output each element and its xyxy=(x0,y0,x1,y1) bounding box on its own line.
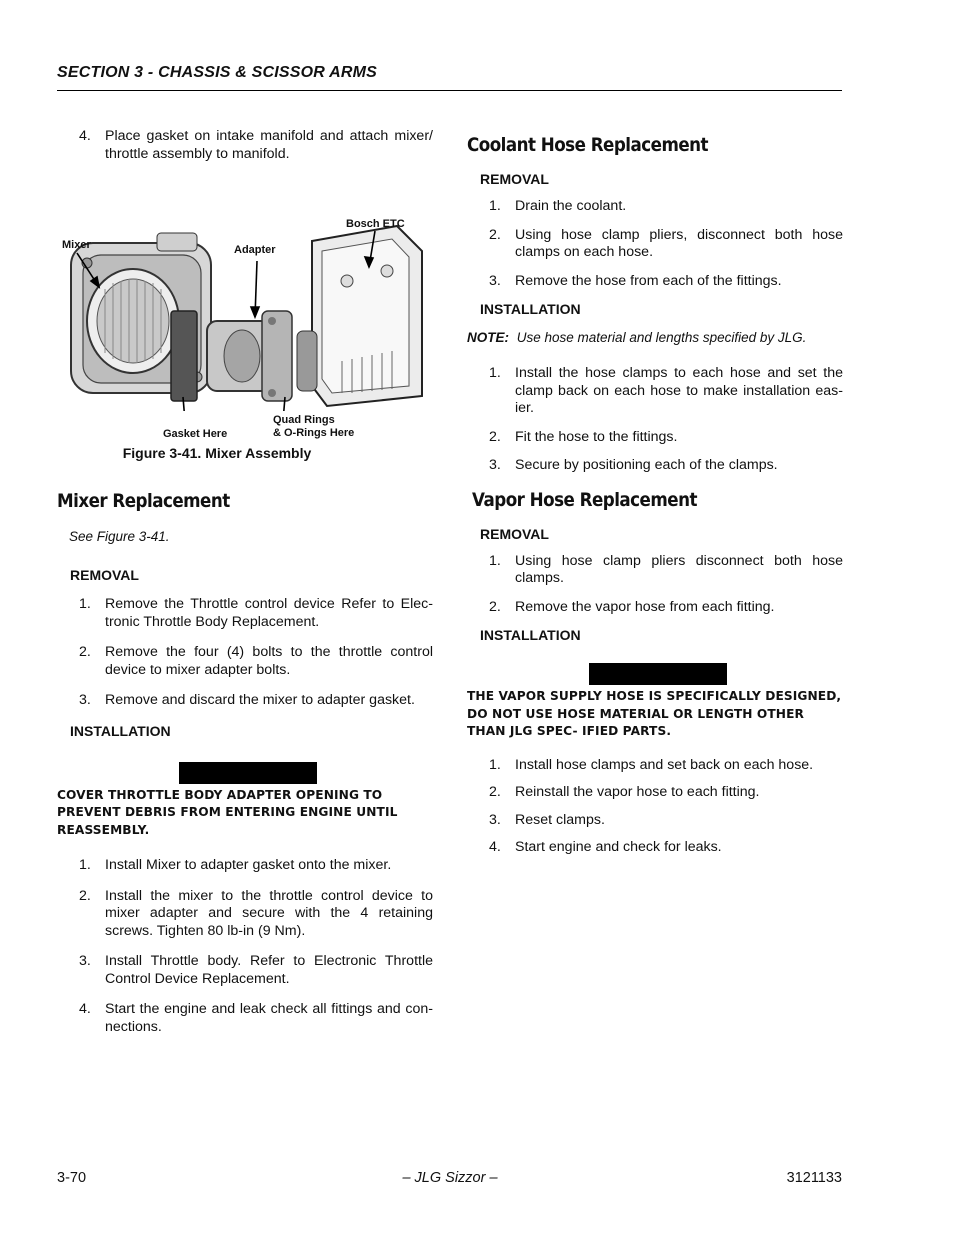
step-number: 2. xyxy=(79,644,91,660)
step-text: Install Throttle body. Refer to Electronic Throttle Control Device Replacement. xyxy=(105,953,433,987)
step-number: 1. xyxy=(79,596,91,612)
caution-banner xyxy=(589,663,727,685)
step-text: Install the hose clamps to each hose and set the clamp back on each hose to make installation eas- ier. xyxy=(515,365,843,416)
left-column xyxy=(57,128,433,1049)
list-item xyxy=(467,198,843,216)
list-item xyxy=(467,839,843,857)
list-item xyxy=(467,757,843,775)
step-number: 3. xyxy=(79,692,91,708)
list-item xyxy=(467,599,843,617)
page-number: 3-70 xyxy=(57,1170,87,1186)
list-item xyxy=(467,273,843,291)
header-rule xyxy=(57,90,842,91)
step-text: Reinstall the vapor hose to each fitting. xyxy=(515,784,760,800)
mixer-assembly-figure xyxy=(57,171,433,440)
removal-subhead: REMOVAL xyxy=(480,171,549,187)
caution-text: THE VAPOR SUPPLY HOSE IS SPECIFICALLY DESIGNED, DO NOT USE HOSE MATERIAL OR LENGTH OTHER THAN JLG SPEC- IFIED PARTS. xyxy=(467,689,842,738)
installation-subhead: INSTALLATION xyxy=(480,301,581,317)
vapor-hose-heading: Vapor Hose Replacement xyxy=(472,488,697,511)
coolant-removal-steps xyxy=(467,198,843,290)
list-item xyxy=(467,812,843,830)
note-text: Use hose material and lengths specified by JLG. xyxy=(516,330,807,345)
figure-caption: Figure 3-41. Mixer Assembly xyxy=(122,445,312,461)
list-item xyxy=(467,457,843,475)
section-header: SECTION 3 - CHASSIS & SCISSOR ARMS xyxy=(57,64,378,81)
step-text: Fit the hose to the fittings. xyxy=(515,428,678,445)
coolant-install-steps xyxy=(467,365,843,475)
list-item xyxy=(57,692,433,710)
step-number: 2. xyxy=(79,887,91,904)
step-number: 1. xyxy=(489,365,501,381)
label-bosch-etc: Bosch ETC xyxy=(346,218,405,230)
list-item xyxy=(467,365,843,418)
list-item xyxy=(467,553,843,588)
step-number: 3. xyxy=(489,457,501,473)
step-text: Install hose clamps and set back on each hose. xyxy=(515,756,814,773)
installation-subhead: INSTALLATION xyxy=(480,627,581,643)
step-text: Using hose clamp pliers disconnect both hose clamps. xyxy=(515,552,843,586)
step-text: Remove the four (4) bolts to the throttle control device to mixer adapter bolts. xyxy=(105,644,433,678)
step-number: 1. xyxy=(79,857,91,873)
list-item xyxy=(57,857,433,875)
step-text: Remove the Throttle control device Refer to Elec- tronic Throttle Body Replacement. xyxy=(105,596,433,630)
label-o-rings-here: & O-Rings Here xyxy=(273,427,355,439)
step-number: 4. xyxy=(489,839,501,855)
step-number: 3. xyxy=(489,272,501,289)
list-item xyxy=(57,953,433,988)
step-text: Install Mixer to adapter gasket onto the mixer. xyxy=(105,857,392,873)
step-text: Drain the coolant. xyxy=(515,198,627,214)
note-line xyxy=(467,330,843,345)
document-number: 3121133 xyxy=(786,1170,842,1186)
list-item xyxy=(57,888,433,941)
removal-subhead: REMOVAL xyxy=(70,567,139,583)
vapor-install-steps xyxy=(467,757,843,857)
step-number: 1. xyxy=(489,198,501,214)
list-item xyxy=(57,1001,433,1036)
step-number: 1. xyxy=(489,552,501,569)
caution-banner xyxy=(179,762,317,784)
step-number: 4. xyxy=(79,1001,91,1017)
step-text: Remove the hose from each of the fittings. xyxy=(515,272,782,289)
list-item xyxy=(467,784,843,802)
caution-text: COVER THROTTLE BODY ADAPTER OPENING TO PREVENT DEBRIS FROM ENTERING ENGINE UNTIL REASSEMBLY. xyxy=(57,787,398,837)
coolant-hose-heading: Coolant Hose Replacement xyxy=(467,134,709,156)
installation-subhead: INSTALLATION xyxy=(70,722,171,739)
intro-step xyxy=(57,128,433,163)
right-column xyxy=(467,128,843,867)
list-item xyxy=(57,644,433,679)
list-item xyxy=(467,429,843,447)
step-text: Place gasket on intake manifold and attach mixer/ throttle assembly to manifold. xyxy=(105,128,433,162)
removal-subhead: REMOVAL xyxy=(480,525,549,542)
note-label: NOTE: xyxy=(467,330,509,345)
step-text: Using hose clamp pliers, disconnect both hose clamps on each hose. xyxy=(515,226,843,260)
vapor-removal-steps xyxy=(467,553,843,617)
step-number: 3. xyxy=(79,953,91,969)
label-adapter: Adapter xyxy=(234,244,276,256)
list-item xyxy=(57,596,433,631)
step-number: 2. xyxy=(489,428,501,445)
step-text: Secure by positioning each of the clamps. xyxy=(515,457,778,473)
mixer-install-steps xyxy=(57,857,433,1036)
label-quad-rings: Quad Rings xyxy=(273,414,335,426)
step-text: Remove the vapor hose from each fitting. xyxy=(515,598,775,615)
footer-title: – JLG Sizzor – xyxy=(402,1170,498,1186)
step-number: 3. xyxy=(489,811,501,828)
step-number: 2. xyxy=(489,226,501,243)
step-text: Install the mixer to the throttle control device to mixer adapter and secure with the 4 retaining screws. Tighten 80 lb-in (9 Nm). xyxy=(105,887,433,939)
step-number: 4. xyxy=(79,128,91,144)
label-mixer: Mixer xyxy=(62,239,91,251)
step-number: 1. xyxy=(489,756,501,773)
mixer-assembly-illustration xyxy=(57,171,433,411)
see-figure-reference: See Figure 3-41. xyxy=(69,529,170,544)
label-gasket-here: Gasket Here xyxy=(163,428,228,440)
step-text: Start the engine and leak check all fittings and con- nections. xyxy=(105,1001,433,1035)
step-text: Remove and discard the mixer to adapter gasket. xyxy=(105,692,415,708)
mixer-removal-steps xyxy=(57,596,433,710)
mixer-replacement-heading: Mixer Replacement xyxy=(57,490,230,512)
list-item xyxy=(467,227,843,262)
step-number: 2. xyxy=(489,598,501,615)
step-number: 2. xyxy=(489,784,501,800)
step-text: Reset clamps. xyxy=(515,811,605,828)
step-text: Start engine and check for leaks. xyxy=(515,839,722,855)
